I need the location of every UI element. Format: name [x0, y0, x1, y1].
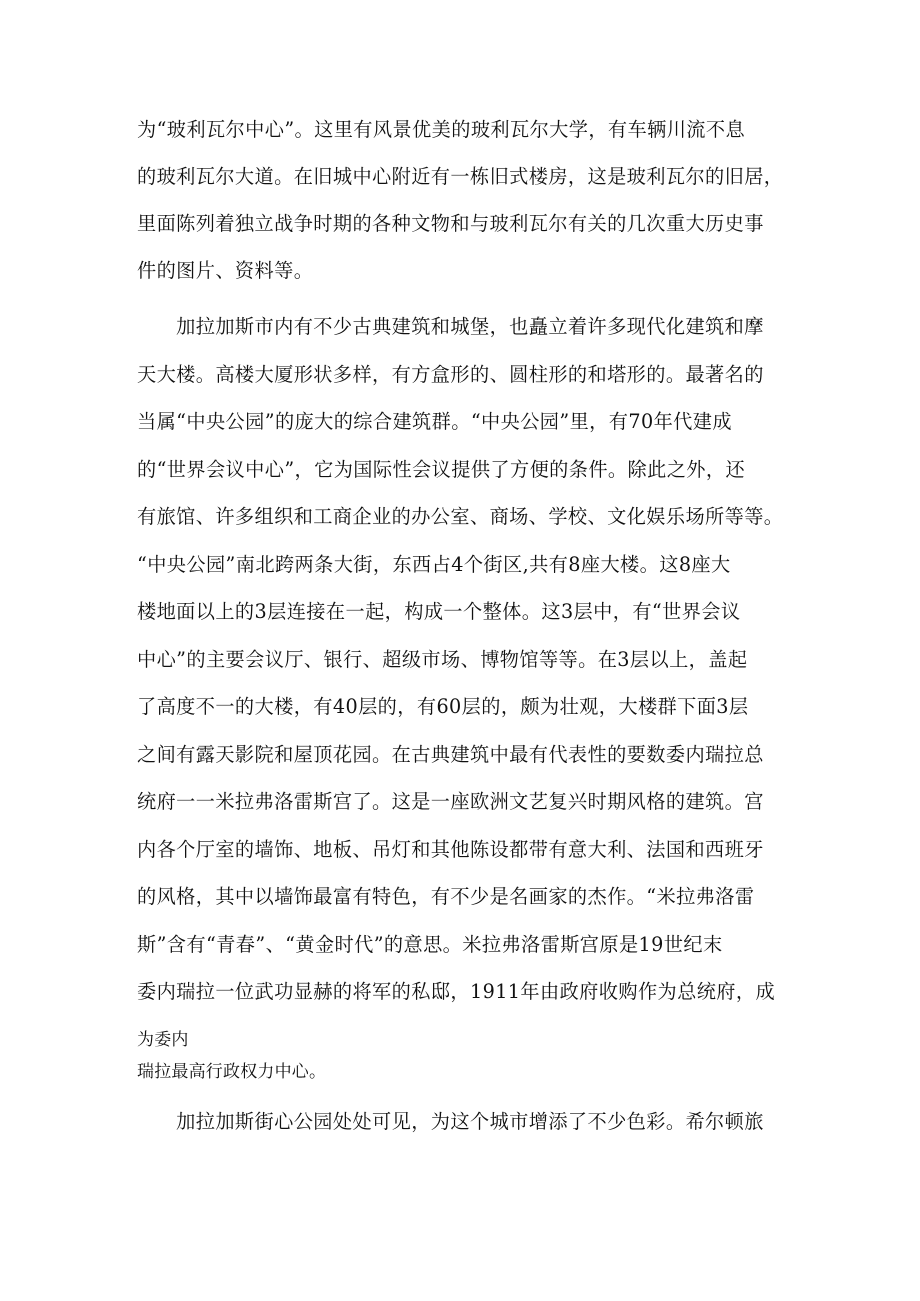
- text-line: 的“世界会议中心”，它为国际性会议提供了方便的条件。除此之外，还: [137, 458, 746, 481]
- text-line: 件的图片、资料等。: [137, 259, 314, 282]
- text-line: 内各个厅室的墙饰、地板、吊灯和其他陈设都带有意大利、法国和西班牙: [137, 838, 764, 861]
- text-line: “中央公园”南北跨两条大街，东西占4个街区,共有8座大楼。这8座大: [137, 553, 731, 576]
- text-line: 里面陈列着独立战争时期的各种文物和与玻利瓦尔有关的几次重大历史事: [137, 212, 764, 235]
- text-line: 有旅馆、许多组织和工商企业的办公室、商场、学校、文化娱乐场所等等。: [137, 505, 784, 528]
- text-line: 统府一一米拉弗洛雷斯宫了。这是一座欧洲文艺复兴时期风格的建筑。宫: [137, 790, 764, 813]
- text-line: 斯”含有“青春”、“黄金时代”的意思。米拉弗洛雷斯宫原是19世纪末: [137, 933, 723, 956]
- text-line: 瑞拉最高行政权力中心。: [137, 1062, 327, 1082]
- text-line: 楼地面以上的3层连接在一起，构成一个整体。这3层中，有“世界会议: [137, 600, 741, 623]
- text-line: 了高度不一的大楼，有40层的，有60层的，颇为壮观，大楼群下面3层: [137, 695, 749, 718]
- text-line: 天大楼。高楼大厦形状多样，有方盒形的、圆柱形的和塔形的。最著名的: [137, 363, 764, 386]
- text-line: 当属“中央公园”的庞大的综合建筑群。“中央公园”里，有70年代建成: [137, 410, 732, 433]
- text-line: 中心”的主要会议厅、银行、超级市场、博物馆等等。在3层以上，盖起: [137, 648, 748, 671]
- text-line: 为委内: [137, 1030, 189, 1050]
- text-line: 加拉加斯市内有不少古典建筑和城堡，也矗立着许多现代化建筑和摩: [137, 315, 764, 338]
- text-line: 委内瑞拉一位武功显赫的将军的私邸，1911年由政府收购作为总统府，成: [137, 980, 776, 1003]
- text-line: 加拉加斯街心公园处处可见，为这个城市增添了不少色彩。希尔顿旅: [137, 1110, 764, 1133]
- text-line: 的玻利瓦尔大道。在旧城中心附近有一栋旧式楼房，这是玻利瓦尔的旧居，: [137, 165, 784, 188]
- text-line: 的风格，其中以墙饰最富有特色，有不少是名画家的杰作。“米拉弗洛雷: [137, 885, 755, 908]
- text-line: 之间有露天影院和屋顶花园。在古典建筑中最有代表性的要数委内瑞拉总: [137, 743, 764, 766]
- text-line: 为“玻利瓦尔中心”。这里有风景优美的玻利瓦尔大学，有车辆川流不息: [137, 118, 746, 141]
